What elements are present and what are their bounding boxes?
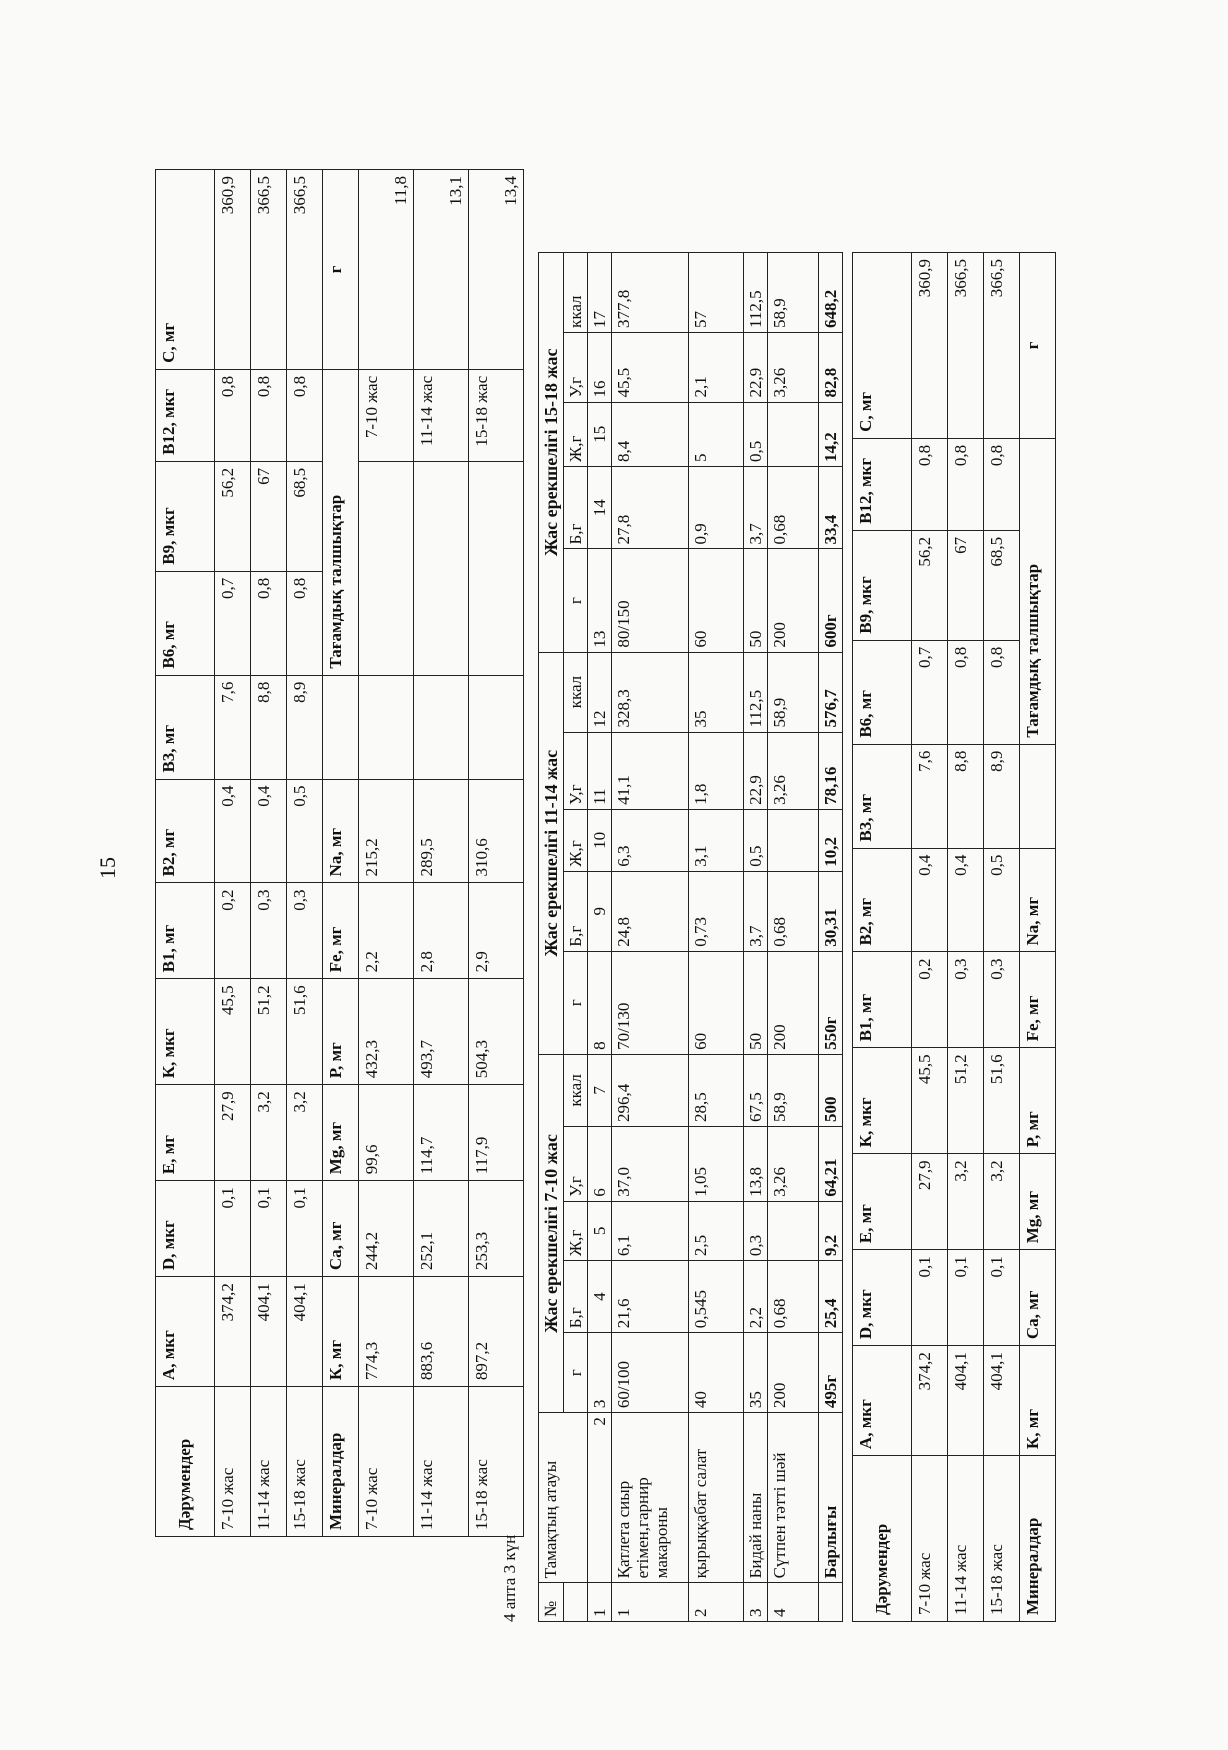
table-cell: 0,1: [984, 1250, 1020, 1346]
table-cell: 0,1: [287, 1181, 323, 1277]
age-group-header: Жас ерекшелігі 15-18 жас: [539, 253, 564, 653]
row-label: 15-18 жас: [287, 1387, 323, 1537]
table-cell: 70/130: [612, 951, 689, 1054]
table-cell: 67: [948, 530, 984, 640]
sub-header-cell: Б,г: [564, 1261, 588, 1333]
column-number: 8: [588, 951, 612, 1054]
table-cell: 6,1: [612, 1201, 689, 1260]
row-label: 15-18 жас: [469, 1387, 524, 1537]
row-number: 4: [768, 1583, 819, 1622]
empty-cell: [323, 675, 359, 779]
table-cell: 493,7: [414, 979, 469, 1085]
column-number: 10: [588, 809, 612, 871]
minerals-header-cell: Mg, мг: [1020, 1154, 1056, 1250]
table-cell: 99,6: [359, 1085, 414, 1181]
table-cell: [768, 402, 819, 466]
column-number: 17: [588, 253, 612, 333]
table-cell: 200: [768, 549, 819, 652]
table-cell: 80/150: [612, 549, 689, 652]
minerals-header-cell: Са, мг: [323, 1181, 359, 1277]
total-cell: 576,7: [819, 652, 843, 732]
table-cell: 0,8: [984, 640, 1020, 744]
sub-header-cell: Ж,г: [564, 809, 588, 871]
table-cell: 68,5: [287, 461, 323, 571]
table-cell: 0,8: [912, 438, 948, 530]
page-number: 15: [95, 857, 120, 879]
total-cell: 33,4: [819, 467, 843, 550]
total-cell: 10,2: [819, 809, 843, 871]
table-cell: 2,2: [744, 1261, 768, 1333]
minerals-header-cell: Минералдар: [323, 1387, 359, 1537]
table-cell: 112,5: [744, 253, 768, 333]
table-cell: 0,68: [768, 467, 819, 550]
table-cell: 3,2: [948, 1154, 984, 1250]
table-cell: [768, 809, 819, 871]
table-cell: 67,5: [744, 1054, 768, 1126]
empty-cell: [469, 461, 524, 675]
table-cell: 56,2: [912, 530, 948, 640]
minerals-header-cell: Р, мг: [1020, 1048, 1056, 1154]
table-cell: 366,5: [984, 253, 1020, 439]
empty-cell: [414, 461, 469, 675]
food-fibre-header: Тағамдық талшықтар: [323, 369, 359, 675]
table-cell: 200: [768, 951, 819, 1054]
menu-caption: 4 апта 3 күн: [500, 1534, 519, 1622]
vitamins-header-cell: Е, мг: [853, 1154, 912, 1250]
vitamins-header-cell: С, мг: [853, 253, 912, 439]
dish-name: қырыққабат салат: [689, 1413, 744, 1583]
table-row: [359, 170, 414, 1537]
row-label: 11-14 жас: [251, 1387, 287, 1537]
minerals-header-cell: Fe, мг: [1020, 952, 1056, 1048]
table-cell: 3,2: [287, 1085, 323, 1181]
table-cell: [768, 1201, 819, 1260]
table-cell: 252,1: [414, 1181, 469, 1277]
table-cell: 0,5: [744, 809, 768, 871]
table-cell: 28,5: [689, 1054, 744, 1126]
table-cell: 2,8: [414, 883, 469, 979]
table-cell: 41,1: [612, 732, 689, 809]
table-cell: 0,8: [251, 369, 287, 461]
table-cell: 3,2: [984, 1154, 1020, 1250]
table-cell: 2,1: [689, 332, 744, 402]
vitamins-header-row: [156, 170, 215, 1537]
column-number: 15: [588, 402, 612, 466]
table-cell: 22,9: [744, 332, 768, 402]
table-row: [768, 253, 819, 1622]
table-cell: 114,7: [414, 1085, 469, 1181]
sub-header-cell: Ж,г: [564, 402, 588, 466]
table-cell: 60: [689, 549, 744, 652]
vitamins-header-cell: В1, мг: [156, 883, 215, 979]
table-cell: 45,5: [612, 332, 689, 402]
table-cell: 35: [744, 1333, 768, 1413]
table-cell: 374,2: [215, 1277, 251, 1387]
table-cell: 7,6: [912, 744, 948, 848]
table-cell: 432,3: [359, 979, 414, 1085]
table-cell: 1,05: [689, 1127, 744, 1202]
table-cell: 27,8: [612, 467, 689, 550]
table-cell: 58,9: [768, 652, 819, 732]
minerals-header-cell: Na, мг: [1020, 848, 1056, 952]
total-cell: 14,2: [819, 402, 843, 466]
table-cell: 40: [689, 1333, 744, 1413]
table-cell: 1,8: [689, 732, 744, 809]
vitamins-minerals-table-1: [155, 169, 524, 1537]
empty-cell: [564, 1583, 588, 1622]
dish-name: Бидай наны: [744, 1413, 768, 1583]
vitamins-header-cell: D, мкг: [156, 1181, 215, 1277]
minerals-header-cell: Р, мг: [323, 979, 359, 1085]
table-cell: 0,73: [689, 871, 744, 951]
table-cell: 35: [689, 652, 744, 732]
empty-cell: [1020, 744, 1056, 848]
table-cell: 377,8: [612, 253, 689, 333]
table-cell: 0,8: [287, 571, 323, 675]
table-cell: 244,2: [359, 1181, 414, 1277]
total-cell: 25,4: [819, 1261, 843, 1333]
vitamins-header-cell: В3, мг: [156, 675, 215, 779]
sub-header-cell: У,г: [564, 1127, 588, 1202]
table-cell: 0,3: [984, 952, 1020, 1048]
column-number: 13: [588, 549, 612, 652]
table-cell: 60/100: [612, 1333, 689, 1413]
table-cell: 296,4: [612, 1054, 689, 1126]
table-cell: 8,8: [948, 744, 984, 848]
table-cell: 374,2: [912, 1346, 948, 1456]
table-cell: 366,5: [287, 170, 323, 370]
table-cell: 3,7: [744, 467, 768, 550]
table-cell: 3,1: [689, 809, 744, 871]
table-cell: 0,8: [215, 369, 251, 461]
table-row: [744, 253, 768, 1622]
total-cell: 550г: [819, 951, 843, 1054]
column-number: 1: [588, 1583, 612, 1622]
column-number: 14: [588, 467, 612, 550]
sub-header-cell: ккал: [564, 253, 588, 333]
minerals-header-cell: Fe, мг: [323, 883, 359, 979]
row-label: 7-10 жас: [912, 1456, 948, 1622]
table-cell: 0,7: [912, 640, 948, 744]
sub-header-cell: ккал: [564, 652, 588, 732]
table-cell: 51,6: [287, 979, 323, 1085]
column-number: 4: [588, 1261, 612, 1333]
sub-header-cell: Б,г: [564, 467, 588, 550]
total-cell: 648,2: [819, 253, 843, 333]
table-cell: 0,8: [948, 640, 984, 744]
row-number: 3: [744, 1583, 768, 1622]
sub-header-cell: Б,г: [564, 871, 588, 951]
table-cell: 3,2: [251, 1085, 287, 1181]
row-number: 1: [612, 1583, 689, 1622]
row-number: 2: [689, 1583, 744, 1622]
row-label: 15-18 жас: [984, 1456, 1020, 1622]
food-fibre-header: Тағамдық талшықтар: [1020, 438, 1056, 744]
minerals-header-cell: К, мг: [1020, 1346, 1056, 1456]
vitamins-header-cell: К, мкг: [156, 979, 215, 1085]
table-cell: 0,7: [215, 571, 251, 675]
column-number: 9: [588, 871, 612, 951]
table-cell: 3,7: [744, 871, 768, 951]
table-row: [689, 253, 744, 1622]
table-cell: 404,1: [984, 1346, 1020, 1456]
vitamins-header-cell: Дәрумендер: [853, 1456, 912, 1622]
vitamins-header-cell: К, мкг: [853, 1048, 912, 1154]
table-cell: 3,26: [768, 1127, 819, 1202]
table-cell: 774,3: [359, 1277, 414, 1387]
vitamins-minerals-table-2: [852, 252, 1056, 1622]
table-cell: 22,9: [744, 732, 768, 809]
table-cell: 0,4: [215, 779, 251, 883]
table-cell: 504,3: [469, 979, 524, 1085]
table-cell: 0,5: [984, 848, 1020, 952]
row-label: 7-10 жас: [215, 1387, 251, 1537]
total-cell: 500: [819, 1054, 843, 1126]
table-cell: 0,68: [768, 1261, 819, 1333]
table-cell: 404,1: [287, 1277, 323, 1387]
age-group-header: Жас ерекшелігі 7-10 жас: [539, 1054, 564, 1412]
table-cell: 0,4: [912, 848, 948, 952]
vitamins-header-cell: Е, мг: [156, 1085, 215, 1181]
table-row: [414, 170, 469, 1537]
table-cell: 200: [768, 1333, 819, 1413]
vitamins-header-cell: В9, мкг: [853, 530, 912, 640]
table-cell: 5: [689, 402, 744, 466]
table-cell: 58,9: [768, 253, 819, 333]
table-cell: 0,1: [251, 1181, 287, 1277]
minerals-header-cell: Минералдар: [1020, 1456, 1056, 1622]
table-cell: 253,3: [469, 1181, 524, 1277]
column-number: 3: [588, 1333, 612, 1413]
table-row: [287, 170, 323, 1537]
column-number: 5: [588, 1201, 612, 1260]
table-cell: 37,0: [612, 1127, 689, 1202]
vitamins-header-cell: А, мкг: [156, 1277, 215, 1387]
vitamins-header-cell: Дәрумендер: [156, 1387, 215, 1537]
table-cell: 0,5: [287, 779, 323, 883]
table-cell: 112,5: [744, 652, 768, 732]
table-cell: 3,26: [768, 732, 819, 809]
empty-cell: [359, 461, 414, 675]
empty-cell: [359, 675, 414, 779]
meals-group-header-row: [539, 253, 564, 1622]
meals-table: [538, 252, 843, 1622]
table-cell: 27,9: [215, 1085, 251, 1181]
table-cell: 0,8: [948, 438, 984, 530]
vitamins-header-cell: В3, мг: [853, 744, 912, 848]
table-cell: 51,2: [251, 979, 287, 1085]
row-label: 11-14 жас: [948, 1456, 984, 1622]
vitamins-header-row: [853, 253, 912, 1622]
table-cell: 60: [689, 951, 744, 1054]
table-cell: 15-18 жас: [469, 369, 524, 461]
minerals-header-row: [1020, 253, 1056, 1622]
total-row: [819, 253, 843, 1622]
column-header-no: №: [539, 1583, 564, 1622]
table-cell: 404,1: [948, 1346, 984, 1456]
vitamins-header-cell: В2, мг: [156, 779, 215, 883]
table-cell: 8,9: [984, 744, 1020, 848]
table-cell: 0,8: [984, 438, 1020, 530]
table-cell: 50: [744, 951, 768, 1054]
table-cell: 897,2: [469, 1277, 524, 1387]
table-cell: 8,4: [612, 402, 689, 466]
fibre-unit: г: [1020, 253, 1056, 439]
sub-header-cell: г: [564, 549, 588, 652]
table-cell: 3,26: [768, 332, 819, 402]
table-cell: 117,9: [469, 1085, 524, 1181]
fibre-unit: г: [323, 170, 359, 370]
table-cell: 13,1: [414, 170, 469, 370]
table-cell: 51,6: [984, 1048, 1020, 1154]
vitamins-header-cell: В1, мг: [853, 952, 912, 1048]
table-cell: 0,3: [948, 952, 984, 1048]
total-cell: 9,2: [819, 1201, 843, 1260]
table-cell: 289,5: [414, 779, 469, 883]
column-number: 6: [588, 1127, 612, 1202]
vitamins-header-cell: В9, мкг: [156, 461, 215, 571]
total-cell: 78,16: [819, 732, 843, 809]
minerals-header-cell: К, мг: [323, 1277, 359, 1387]
table-cell: 0,3: [744, 1201, 768, 1260]
table-cell: 366,5: [948, 253, 984, 439]
table-cell: 0,4: [251, 779, 287, 883]
table-cell: 0,2: [912, 952, 948, 1048]
sub-header-cell: ккал: [564, 1054, 588, 1126]
column-number: 12: [588, 652, 612, 732]
table-cell: 58,9: [768, 1054, 819, 1126]
dish-name: Сүтпен тәтті шәй: [768, 1413, 819, 1583]
table-cell: 11-14 жас: [414, 369, 469, 461]
sub-header-cell: У,г: [564, 732, 588, 809]
table-cell: 56,2: [215, 461, 251, 571]
table-cell: 404,1: [251, 1277, 287, 1387]
table-cell: 0,3: [251, 883, 287, 979]
total-cell: 600г: [819, 549, 843, 652]
table-cell: 2,2: [359, 883, 414, 979]
minerals-header-cell: Mg, мг: [323, 1085, 359, 1181]
table-cell: 67: [251, 461, 287, 571]
table-row: [469, 170, 524, 1537]
table-cell: 0,3: [287, 883, 323, 979]
table-cell: 7-10 жас: [359, 369, 414, 461]
table-cell: 0,2: [215, 883, 251, 979]
table-cell: 0,1: [948, 1250, 984, 1346]
vitamins-header-cell: В12, мкг: [156, 369, 215, 461]
total-cell: 30,31: [819, 871, 843, 951]
table-cell: 0,8: [251, 571, 287, 675]
table-cell: 8,8: [251, 675, 287, 779]
sub-header-cell: Ж,г: [564, 1201, 588, 1260]
table-row: [251, 170, 287, 1537]
table-cell: 215,2: [359, 779, 414, 883]
table-cell: 50: [744, 549, 768, 652]
table-cell: 2,5: [689, 1201, 744, 1260]
column-number: 7: [588, 1054, 612, 1126]
column-number: 11: [588, 732, 612, 809]
table-cell: 0,8: [287, 369, 323, 461]
sub-header-cell: г: [564, 951, 588, 1054]
table-cell: 45,5: [912, 1048, 948, 1154]
column-number: 16: [588, 332, 612, 402]
vitamins-header-cell: D, мкг: [853, 1250, 912, 1346]
table-cell: 310,6: [469, 779, 524, 883]
vitamins-header-cell: В6, мг: [156, 571, 215, 675]
empty-cell: [469, 675, 524, 779]
vitamins-header-cell: В2, мг: [853, 848, 912, 952]
column-number-row: [588, 253, 612, 1622]
table-cell: 68,5: [984, 530, 1020, 640]
row-label: 7-10 жас: [359, 1387, 414, 1537]
table-row: [215, 170, 251, 1537]
total-cell: 64,21: [819, 1127, 843, 1202]
column-header-name: Тамақтың атауы: [539, 1413, 588, 1583]
table-row: [912, 253, 948, 1622]
table-row: [948, 253, 984, 1622]
table-cell: 0,1: [912, 1250, 948, 1346]
table-cell: 0,4: [948, 848, 984, 952]
vitamins-header-cell: В6, мг: [853, 640, 912, 744]
empty-cell: [819, 1583, 843, 1622]
vitamins-header-cell: А, мкг: [853, 1346, 912, 1456]
table-cell: 13,4: [469, 170, 524, 370]
table-cell: 360,9: [912, 253, 948, 439]
total-label: Барлығы: [819, 1413, 843, 1583]
table-cell: 57: [689, 253, 744, 333]
table-cell: 0,5: [744, 402, 768, 466]
table-cell: 0,1: [215, 1181, 251, 1277]
vitamins-header-cell: В12, мкг: [853, 438, 912, 530]
table-cell: 328,3: [612, 652, 689, 732]
table-cell: 27,9: [912, 1154, 948, 1250]
minerals-header-cell: Na, мг: [323, 779, 359, 883]
total-cell: 495г: [819, 1333, 843, 1413]
table-cell: 883,6: [414, 1277, 469, 1387]
table-cell: 45,5: [215, 979, 251, 1085]
table-cell: 7,6: [215, 675, 251, 779]
vitamins-header-cell: С, мг: [156, 170, 215, 370]
minerals-header-row: [323, 170, 359, 1537]
table-row: [984, 253, 1020, 1622]
sub-header-cell: У,г: [564, 332, 588, 402]
minerals-header-cell: Са, мг: [1020, 1250, 1056, 1346]
table-row: [612, 253, 689, 1622]
table-cell: 0,9: [689, 467, 744, 550]
table-cell: 8,9: [287, 675, 323, 779]
table-cell: 11,8: [359, 170, 414, 370]
table-cell: 21,6: [612, 1261, 689, 1333]
total-cell: 82,8: [819, 332, 843, 402]
table-cell: 0,68: [768, 871, 819, 951]
row-label: 11-14 жас: [414, 1387, 469, 1537]
table-cell: 366,5: [251, 170, 287, 370]
column-number: 2: [588, 1413, 612, 1583]
sub-header-cell: г: [564, 1333, 588, 1413]
table-cell: 360,9: [215, 170, 251, 370]
table-cell: 0,545: [689, 1261, 744, 1333]
table-cell: 24,8: [612, 871, 689, 951]
empty-cell: [414, 675, 469, 779]
table-cell: 13,8: [744, 1127, 768, 1202]
age-group-header: Жас ерекшелігі 11-14 жас: [539, 652, 564, 1054]
table-cell: 2,9: [469, 883, 524, 979]
table-cell: 51,2: [948, 1048, 984, 1154]
table-cell: 6,3: [612, 809, 689, 871]
dish-name: Қатлета сиыр етімен,гарнир макароны: [612, 1413, 689, 1583]
